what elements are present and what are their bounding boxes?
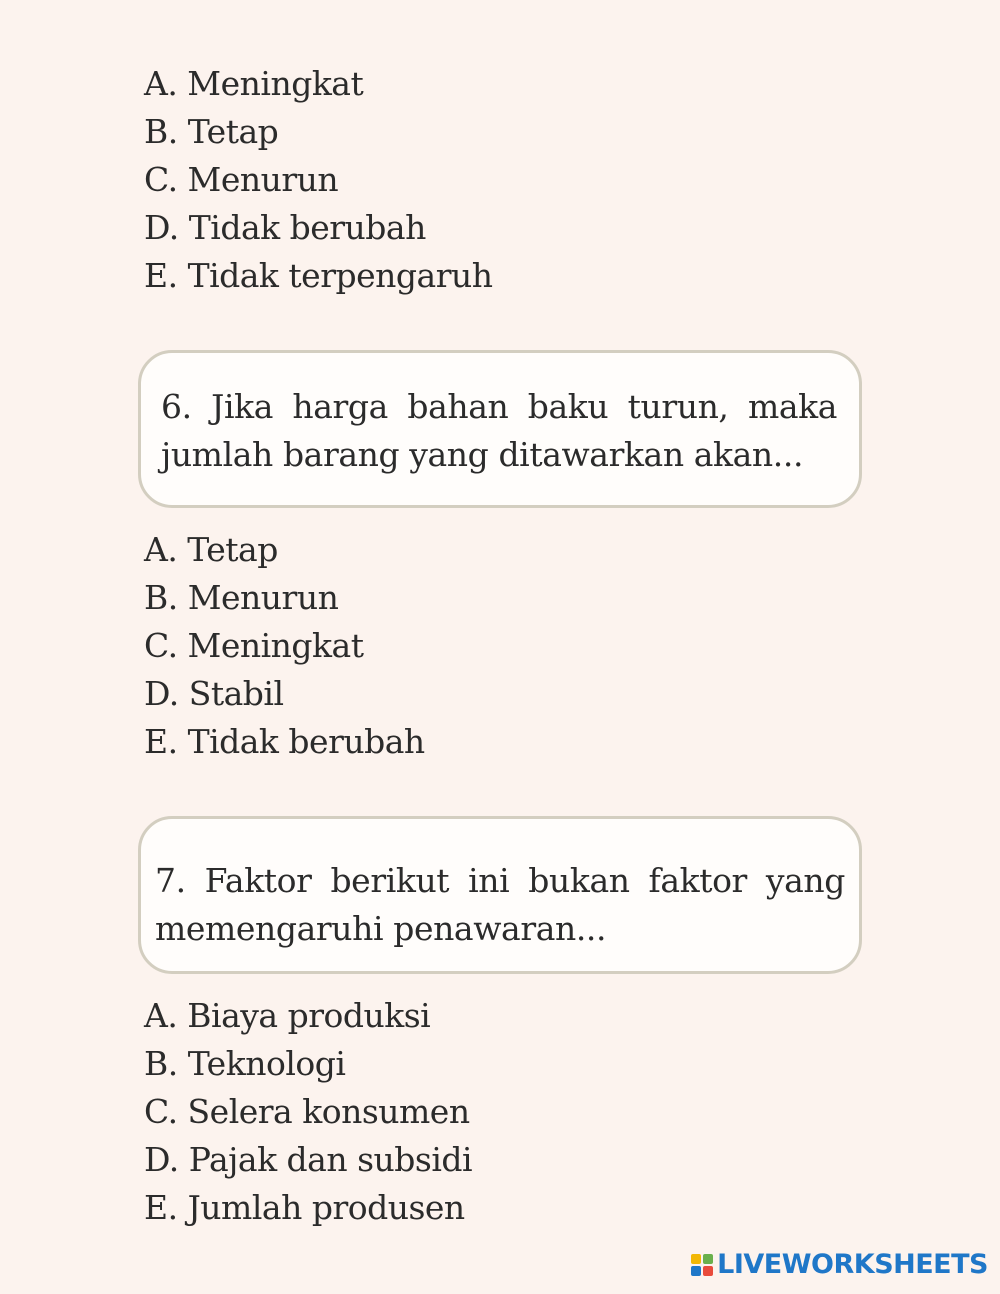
liveworksheets-brand[interactable] — [691, 1249, 988, 1280]
logo-square — [691, 1254, 701, 1264]
question-6-text: 6. Jika harga bahan baku turun, maka jumlah barang yang ditawarkan akan... — [161, 387, 837, 474]
question-6-options — [144, 526, 425, 766]
question-7-options — [144, 992, 472, 1232]
question-7-text: 7. Faktor berikut ini bukan faktor yang memengaruhi penawaran... — [155, 861, 845, 948]
question-6-box — [138, 350, 862, 508]
option-b[interactable]: B. Tetap — [144, 112, 279, 151]
option-a[interactable]: A. Biaya produksi — [144, 996, 431, 1035]
logo-square — [703, 1266, 713, 1276]
option-b[interactable]: B. Menurun — [144, 578, 339, 617]
liveworksheets-logo-icon — [691, 1254, 713, 1276]
logo-square — [691, 1266, 701, 1276]
option-d[interactable]: D. Tidak berubah — [144, 208, 426, 247]
option-e[interactable]: E. Jumlah produsen — [144, 1188, 465, 1227]
question-7-box — [138, 816, 862, 974]
option-c[interactable]: C. Selera konsumen — [144, 1092, 470, 1131]
option-c[interactable]: C. Meningkat — [144, 626, 364, 665]
option-e[interactable]: E. Tidak terpengaruh — [144, 256, 493, 295]
option-c[interactable]: C. Menurun — [144, 160, 339, 199]
option-a[interactable]: A. Tetap — [144, 530, 278, 569]
option-e[interactable]: E. Tidak berubah — [144, 722, 425, 761]
option-d[interactable]: D. Stabil — [144, 674, 284, 713]
logo-square — [703, 1254, 713, 1264]
option-a[interactable]: A. Meningkat — [144, 64, 364, 103]
brand-name: LIVEWORKSHEETS — [717, 1249, 988, 1280]
option-b[interactable]: B. Teknologi — [144, 1044, 346, 1083]
question-5-options — [144, 60, 492, 300]
option-d[interactable]: D. Pajak dan subsidi — [144, 1140, 473, 1179]
